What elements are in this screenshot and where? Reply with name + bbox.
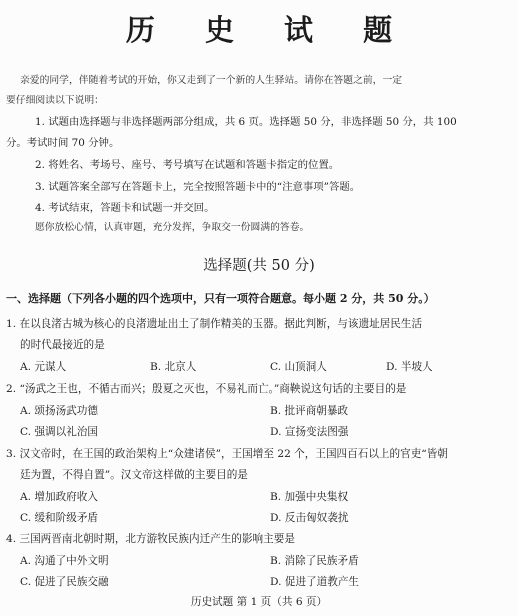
question-3-stem: 3. 汉文帝时，在王国的政治架构上“众建诸侯”，王国增至 22 个，王国四百石以上的官吏“皆朝 (6, 448, 448, 460)
question-4-option-a[interactable]: A. 沟通了中外文明 (20, 555, 109, 567)
page-title: 历 史 试 题 (125, 13, 413, 47)
question-4-stem: 4. 三国两晋南北朝时期，北方游牧民族内迁产生的影响主要是 (6, 533, 295, 545)
question-3-stem-cont: 廷为置，不得自置”。汉文帝这样做的主要目的是 (20, 469, 248, 481)
question-1-option-d[interactable]: D. 半坡人 (386, 361, 433, 373)
question-2-option-d[interactable]: D. 宣扬变法图强 (270, 426, 349, 438)
question-4-option-c[interactable]: C. 促进了民族交融 (20, 576, 109, 588)
page-footer: 历史试题 第 1 页（共 6 页） (190, 596, 328, 608)
question-2-option-b[interactable]: B. 批评商朝暴政 (270, 405, 349, 417)
closing-line: 愿你放松心情，认真审题，充分发挥，争取交一份圆满的答卷。 (35, 222, 310, 233)
question-2-option-a[interactable]: A. 颂扬汤武功德 (20, 405, 98, 417)
note-3: 3. 试题答案全部写在答题卡上，完全按照答题卡中的“注意事项”答题。 (35, 181, 361, 193)
intro-line-2: 要仔细阅读以下说明： (6, 95, 104, 106)
question-2-stem: 2. “汤武之王也，不循古而兴；殷夏之灭也，不易礼而亡。”商鞅说这句话的主要目的是 (6, 383, 407, 395)
note-2: 2. 将姓名、考场号、座号、考号填写在试题和答题卡指定的位置。 (35, 159, 340, 171)
question-2-option-c[interactable]: C. 强调以礼治国 (20, 426, 99, 438)
question-1-option-a[interactable]: A. 元谋人 (20, 361, 67, 373)
question-1-option-c[interactable]: C. 山顶洞人 (270, 361, 327, 373)
question-3-option-a[interactable]: A. 增加政府收入 (20, 491, 98, 503)
question-3-option-d[interactable]: D. 反击匈奴袭扰 (270, 512, 349, 524)
note-1-cont: 分。考试时间 70 分钟。 (6, 137, 120, 149)
question-1-stem-cont: 的时代最接近的是 (20, 339, 105, 351)
section-instructions: 一、选择题（下列各小题的四个选项中，只有一项符合题意。每小题 2 分，共 50 分。） (6, 292, 435, 305)
note-4: 4. 考试结束，答题卡和试题一并交回。 (35, 202, 215, 214)
intro-line-1: 亲爱的同学，伴随着考试的开始，你又走到了一个新的人生驿站。请你在答题之前，一定 (20, 75, 403, 86)
question-3-option-b[interactable]: B. 加强中央集权 (270, 491, 349, 503)
section-title: 选择题(共 50 分) (203, 258, 315, 274)
question-4-option-d[interactable]: D. 促进了道教产生 (270, 576, 360, 588)
note-1: 1. 试题由选择题与非选择题两部分组成，共 6 页。选择题 50 分，非选择题 50 分，共 100 (35, 116, 457, 128)
question-1-option-b[interactable]: B. 北京人 (150, 361, 197, 373)
question-3-option-c[interactable]: C. 缓和阶级矛盾 (20, 512, 99, 524)
question-1-stem: 1. 在以良渚古城为核心的良渚遗址出土了制作精美的玉器。据此判断，与该遗址居民生活 (6, 318, 423, 330)
question-4-option-b[interactable]: B. 消除了民族矛盾 (270, 555, 359, 567)
